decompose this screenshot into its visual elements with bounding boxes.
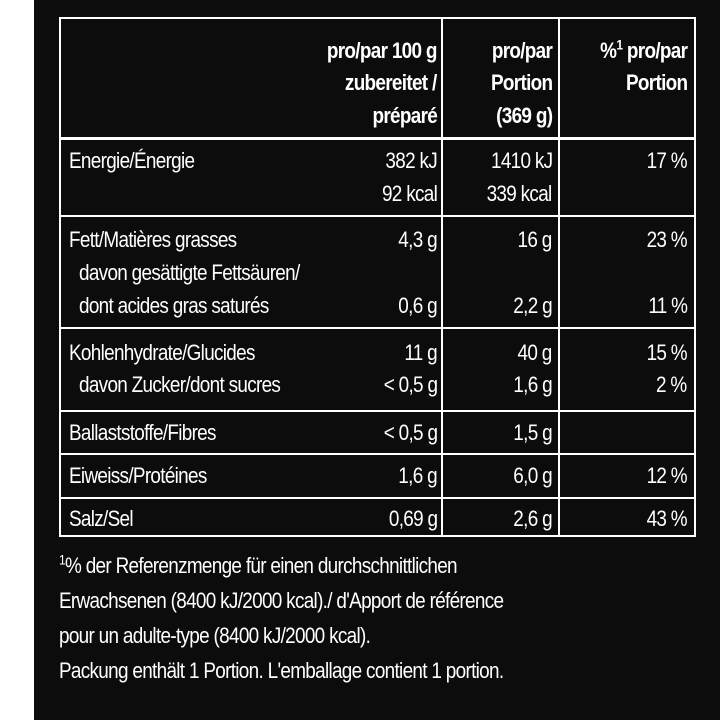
header-ri-portion: Portion — [625, 70, 687, 95]
fat-per-100g: 4,3 g — [398, 227, 437, 252]
sugars-per-100g: < 0,5 g — [383, 372, 437, 397]
saturates-per-100g: 0,6 g — [398, 293, 437, 318]
carbohydrates-per-100g: 11 g — [404, 340, 437, 365]
row-divider — [61, 327, 694, 329]
footnote-line-3: pour un adulte-type (8400 kJ/2000 kcal). — [59, 623, 371, 648]
energy-per-100g-kj: 382 kJ — [385, 148, 437, 173]
row-label-sugars: davon Zucker/dont sucres — [79, 372, 281, 397]
header-prepared-de: zubereitet / — [345, 70, 437, 95]
header-per-portion: pro/par — [491, 38, 552, 63]
footnote-line-4: Packung enthält 1 Portion. L'emballage contient 1 portion. — [59, 658, 504, 683]
salt-ri-percent: 43 % — [646, 506, 687, 531]
saturates-ri-percent: 11 % — [648, 293, 687, 318]
header-reference-intake: %$^1$ pro/par — [599, 36, 687, 63]
header-per-100g: pro/par 100 g — [327, 38, 437, 63]
energy-per-portion-kj: 1410 kJ — [490, 148, 552, 173]
row-label-fibre: Ballaststoffe/Fibres — [69, 420, 216, 445]
carbohydrates-per-portion: 40 g — [517, 340, 552, 365]
row-label-fat: Fett/Matières grasses — [69, 227, 237, 252]
row-label-salt: Salz/Sel — [69, 506, 133, 531]
row-divider — [61, 410, 694, 412]
fibre-per-portion: 1,5 g — [513, 420, 552, 445]
row-divider — [61, 453, 694, 455]
protein-per-portion: 6,0 g — [513, 463, 552, 488]
fat-ri-percent: 23 % — [646, 227, 687, 252]
energy-per-portion-kcal: 339 kcal — [487, 181, 552, 206]
row-label-saturates-fr: dont acides gras saturés — [79, 293, 269, 318]
sugars-ri-percent: 2 % — [656, 372, 687, 397]
footnote-line-2: Erwachsenen (8400 kJ/2000 kcal)./ d'Apport de référence — [59, 588, 504, 613]
row-label-saturates-de: davon gesättigte Fettsäuren/ — [79, 260, 300, 285]
salt-per-portion: 2,6 g — [513, 506, 552, 531]
row-divider — [61, 215, 694, 217]
row-label-protein: Eiweiss/Protéines — [69, 463, 207, 488]
header-portion-weight: (369 g) — [495, 103, 552, 128]
sugars-per-portion: 1,6 g — [513, 372, 552, 397]
row-divider — [61, 497, 694, 499]
column-divider — [558, 19, 560, 535]
energy-ri-percent: 17 % — [646, 148, 687, 173]
protein-ri-percent: 12 % — [646, 463, 687, 488]
energy-per-100g-kcal: 92 kcal — [381, 181, 437, 206]
saturates-per-portion: 2,2 g — [513, 293, 552, 318]
nutrition-table — [59, 17, 696, 537]
salt-per-100g: 0,69 g — [388, 506, 437, 531]
header-prepared-fr: préparé — [372, 103, 437, 128]
header-portion: Portion — [490, 70, 552, 95]
fibre-per-100g: < 0,5 g — [383, 420, 437, 445]
footnote — [59, 548, 709, 688]
nutrition-label-panel — [34, 0, 720, 720]
column-divider — [441, 19, 443, 535]
protein-per-100g: 1,6 g — [398, 463, 437, 488]
row-divider — [61, 137, 694, 140]
row-label-carbohydrates: Kohlenhydrate/Glucides — [69, 340, 255, 365]
carbohydrates-ri-percent: 15 % — [646, 340, 687, 365]
footnote-line-1: $^1$% der Referenzmenge für einen durchschnittlichen — [59, 551, 457, 578]
fat-per-portion: 16 g — [517, 227, 552, 252]
row-label-energy: Energie/Énergie — [69, 148, 195, 173]
